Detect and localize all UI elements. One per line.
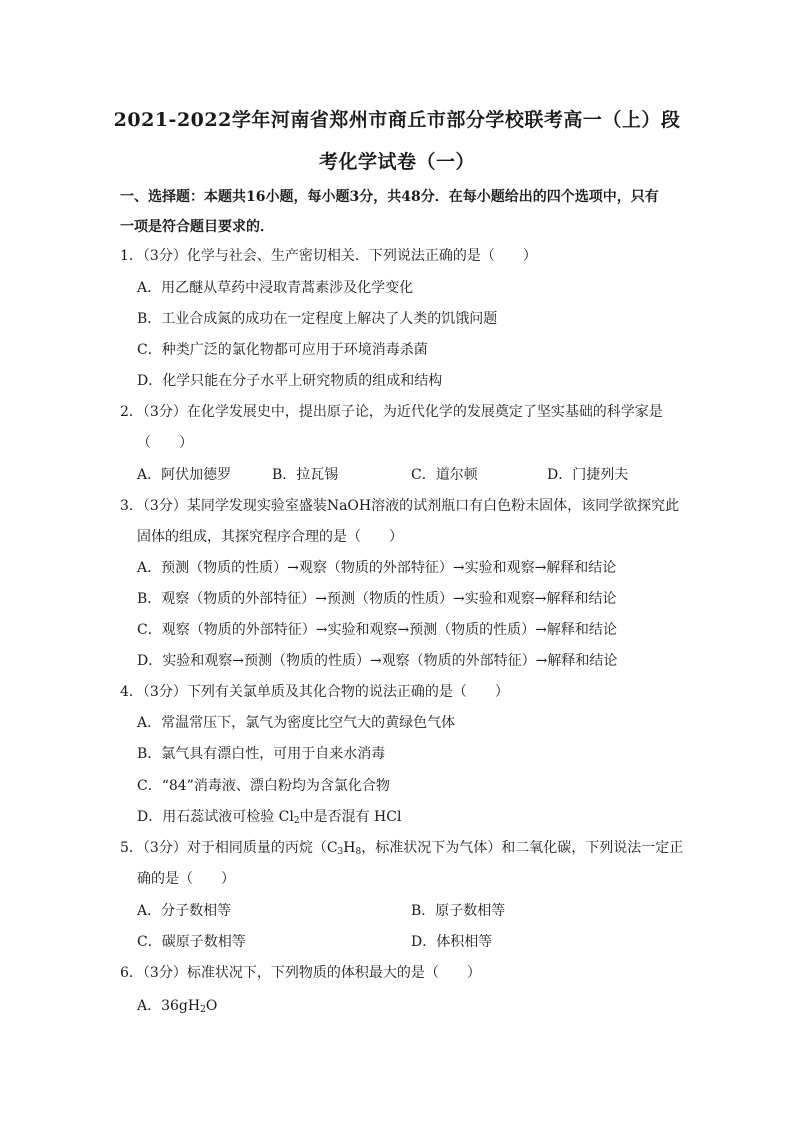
- q1-option-d: D．化学只能在分子水平上研究物质的组成和结构: [137, 373, 443, 389]
- q3-stem: 3．（3分）某同学发现实验室盛装NaOH溶液的试剂瓶口有白色粉末固体，该同学欲探究此: [120, 498, 680, 514]
- q4-option-d-subscript: 2: [293, 816, 300, 826]
- section-heading-line2: 一项是符合题目要求的．: [120, 219, 274, 235]
- q1-option-b: B．工业合成氮的成功在一定程度上解决了人类的饥饿问题: [137, 311, 498, 327]
- q6-option-a-text-pre: A．36gH: [137, 998, 201, 1014]
- q3-option-a: A．预测（物质的性质）→观察（物质的外部特征）→实验和观察→解释和结论: [137, 560, 617, 576]
- q4-option-d-text-pre: D．用石蕊试液可检验 Cl: [137, 809, 294, 825]
- q4-option-b: B．氯气具有漂白性，可用于自来水消毒: [137, 746, 386, 762]
- q5-stem-sub1: 3: [337, 847, 344, 857]
- q2-option-b: B．拉瓦锡: [272, 467, 339, 483]
- q5-stem: [120, 838, 683, 858]
- q4-stem: 4．（3分）下列有关氯单质及其化合物的说法正确的是（ ）: [120, 684, 509, 700]
- q3-option-b: B．观察（物质的外部特征）→预测（物质的性质）→实验和观察→解释和结论: [137, 591, 617, 607]
- q6-option-a-text-post: O: [205, 998, 218, 1014]
- q1-option-c: C．种类广泛的氯化物都可应用于环境消毒杀菌: [137, 342, 428, 358]
- q5-stem-cont: 确的是（ ）: [137, 871, 235, 887]
- q5-option-d: D．体积相等: [411, 934, 493, 950]
- q4-option-c: C．“84”消毒液、漂白粉均为含氯化合物: [137, 778, 390, 794]
- q5-stem-pre: 5．（3分）对于相同质量的丙烷（C: [120, 840, 338, 856]
- q3-option-c: C．观察（物质的外部特征）→实验和观察→预测（物质的性质）→解释和结论: [137, 622, 617, 638]
- q6-option-a-subscript: 2: [200, 1005, 206, 1015]
- q2-stem-cont: （ ）: [137, 435, 193, 451]
- q4-option-d: [137, 807, 401, 827]
- q4-option-a: A．常温常压下，氯气为密度比空气大的黄绿色气体: [137, 715, 456, 731]
- q4-option-d-text-post: 中是否混有 HCl: [299, 809, 402, 825]
- q5-option-a: A．分子数相等: [137, 903, 232, 919]
- q5-stem-post: ，标准状况下为气体）和二氧化碳，下列说法一定正: [361, 840, 684, 856]
- section-heading-line1: 一、选择题：本题共16小题，每小题3分，共48分．在每小题给出的四个选项中，只有: [120, 189, 659, 205]
- q2-option-a: A．阿伏加德罗: [137, 467, 232, 483]
- q6-stem: 6．（3分）标准状况下，下列物质的体积最大的是（ ）: [120, 965, 481, 981]
- q5-stem-mid: H: [343, 840, 356, 856]
- q3-stem-cont: 固体的组成，其探究程序合理的是（ ）: [137, 529, 403, 545]
- q5-option-b: B．原子数相等: [411, 903, 506, 919]
- q3-option-d: D．实验和观察→预测（物质的性质）→观察（物质的外部特征）→解释和结论: [137, 653, 618, 669]
- q6-option-a: [137, 996, 217, 1016]
- q1-option-a: A．用乙醚从草药中浸取青蒿素涉及化学变化: [137, 280, 414, 296]
- q2-option-d: D．门捷列夫: [547, 467, 629, 483]
- q2-stem: 2．（3分）在化学发展史中，提出原子论，为近代化学的发展奠定了坚实基础的科学家是: [120, 404, 663, 420]
- q2-option-c: C．道尔顿: [411, 467, 478, 483]
- q1-stem: 1．（3分）化学与社会、生产密切相关．下列说法正确的是（ ）: [120, 248, 537, 264]
- q5-option-c: C．碳原子数相等: [137, 934, 246, 950]
- exam-title-line1: 2021-2022学年河南省郑州市商丘市部分学校联考高一（上）段: [113, 109, 681, 131]
- q5-stem-sub2: 8: [355, 847, 362, 857]
- exam-title-line2: 考化学试卷（一）: [318, 151, 475, 173]
